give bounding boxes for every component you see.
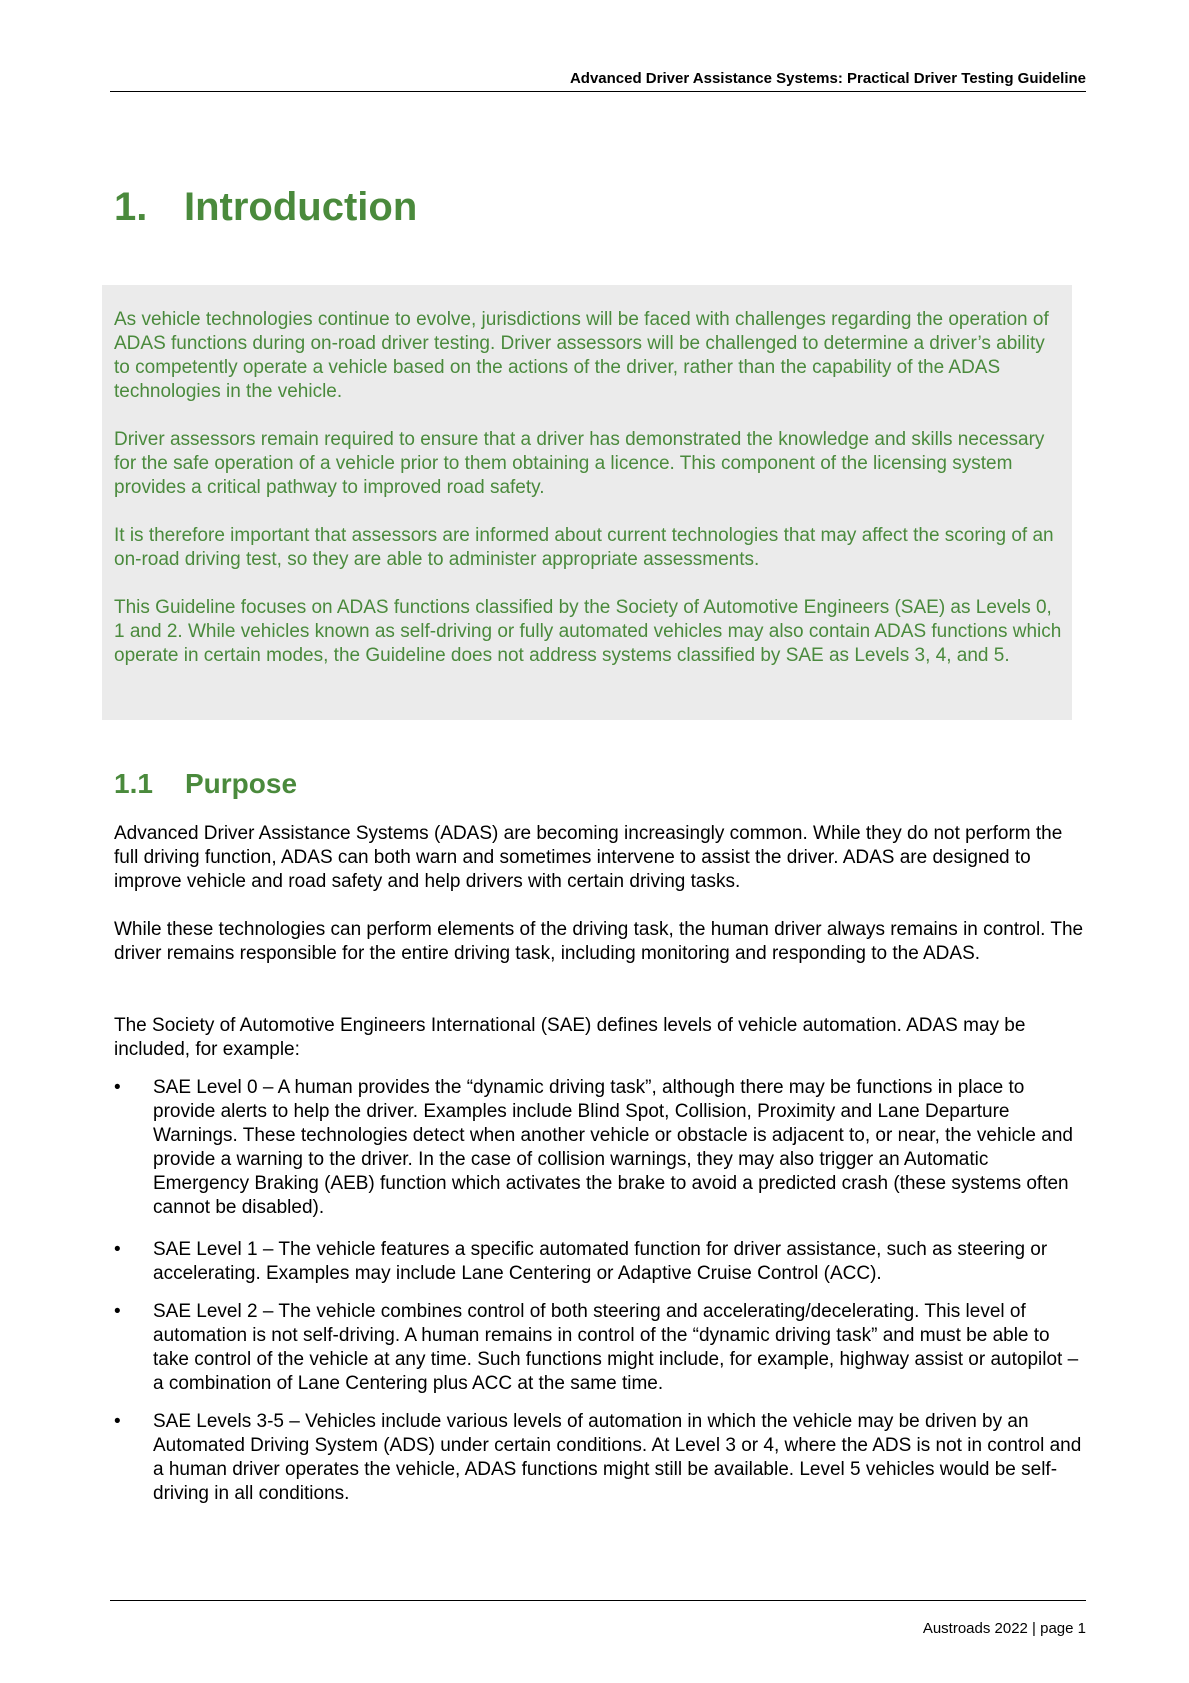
callout-paragraph: As vehicle technologies continue to evolve, jurisdictions will be faced with challenges regarding the operation of ADAS functions during on-road driver testing. Driver assessors will be challenged to determine a driver’s ability to competently operate a vehicle based on the actions of the driver, rather than the capability of the ADAS technologies in the vehicle. — [114, 309, 1049, 402]
list-item — [114, 1300, 1089, 1396]
callout-paragraph: Driver assessors remain required to ensure that a driver has demonstrated the knowledge and skills necessary for the safe operation of a vehicle prior to them obtaining a licence. This component of the licensing system provides a critical pathway to improved road safety. — [114, 429, 1045, 498]
list-item — [114, 1410, 1089, 1506]
section-heading-purpose — [114, 768, 297, 800]
callout-paragraph: This Guideline focuses on ADAS functions classified by the Society of Automotive Engineers (SAE) as Levels 0, 1 and 2. While vehicles known as self-driving or fully automated vehicles may also contain ADAS functions which operate in certain modes, the Guideline does not address systems classified by SAE as Levels 3, 4, and 5. — [114, 597, 1062, 666]
section-title: Purpose — [185, 768, 298, 799]
body-paragraph: The Society of Automotive Engineers International (SAE) defines levels of vehicle automation. ADAS may be included, for example: — [114, 1015, 1026, 1060]
list-item — [114, 1238, 1089, 1286]
list-item — [114, 1076, 1089, 1220]
section-number: 1. — [114, 185, 148, 229]
bullet-marker: • — [114, 1239, 121, 1260]
running-header: Advanced Driver Assistance Systems: Practical Driver Testing Guideline — [110, 70, 1086, 92]
bullet-marker: • — [114, 1077, 121, 1098]
list-item-text: SAE Levels 3-5 – Vehicles include various levels of automation in which the vehicle may be driven by an Automated Driving System (ADS) under certain conditions. At Level 3 or 4, where the ADS is not in control and a human driver operates the vehicle, ADAS functions might still be available. Level 5 vehicles would be self-driving in all conditions. — [153, 1411, 1082, 1504]
body-paragraph: Advanced Driver Assistance Systems (ADAS) are becoming increasingly common. While they do not perform the full driving function, ADAS can both warn and sometimes intervene to assist the driver. ADAS are designed to improve vehicle and road safety and help drivers with certain driving tasks. — [114, 823, 1063, 892]
bullet-marker: • — [114, 1411, 121, 1432]
list-item-text: SAE Level 2 – The vehicle combines control of both steering and accelerating/decelerating. This level of automation is not self-driving. A human remains in control of the “dynamic driving task” and must be able to take control of the vehicle at any time. Such functions might include, for example, highway assist or autopilot – a combination of Lane Centering plus ACC at the same time. — [153, 1301, 1079, 1394]
section-heading-introduction — [114, 185, 417, 230]
section-number: 1.1 — [114, 768, 153, 799]
body-paragraph: While these technologies can perform elements of the driving task, the human driver always remains in control. The driver remains responsible for the entire driving task, including monitoring and responding to the ADAS. — [114, 919, 1084, 964]
intro-callout-box — [102, 285, 1072, 720]
callout-paragraph: It is therefore important that assessors are informed about current technologies that may affect the scoring of an on-road driving test, so they are able to administer appropriate assessments. — [114, 525, 1054, 570]
list-item-text: SAE Level 1 – The vehicle features a specific automated function for driver assistance, such as steering or accelerating. Examples may include Lane Centering or Adaptive Cruise Control (ACC). — [153, 1239, 1048, 1284]
section-title: Introduction — [184, 185, 418, 229]
page-footer: Austroads 2022 | page 1 — [922, 1620, 1086, 1637]
list-item-text: SAE Level 0 – A human provides the “dynamic driving task”, although there may be functions in place to provide alerts to help the driver. Examples include Blind Spot, Collision, Proximity and Lane Departure Warnings. These technologies detect when another vehicle or obstacle is adjacent to, or near, the vehicle and provide a warning to the driver. In the case of collision warnings, they may also trigger an Automatic Emergency Braking (AEB) function which activates the brake to avoid a predicted crash (these systems often cannot be disabled). — [153, 1077, 1073, 1218]
bullet-marker: • — [114, 1301, 121, 1322]
footer-divider — [110, 1600, 1086, 1601]
